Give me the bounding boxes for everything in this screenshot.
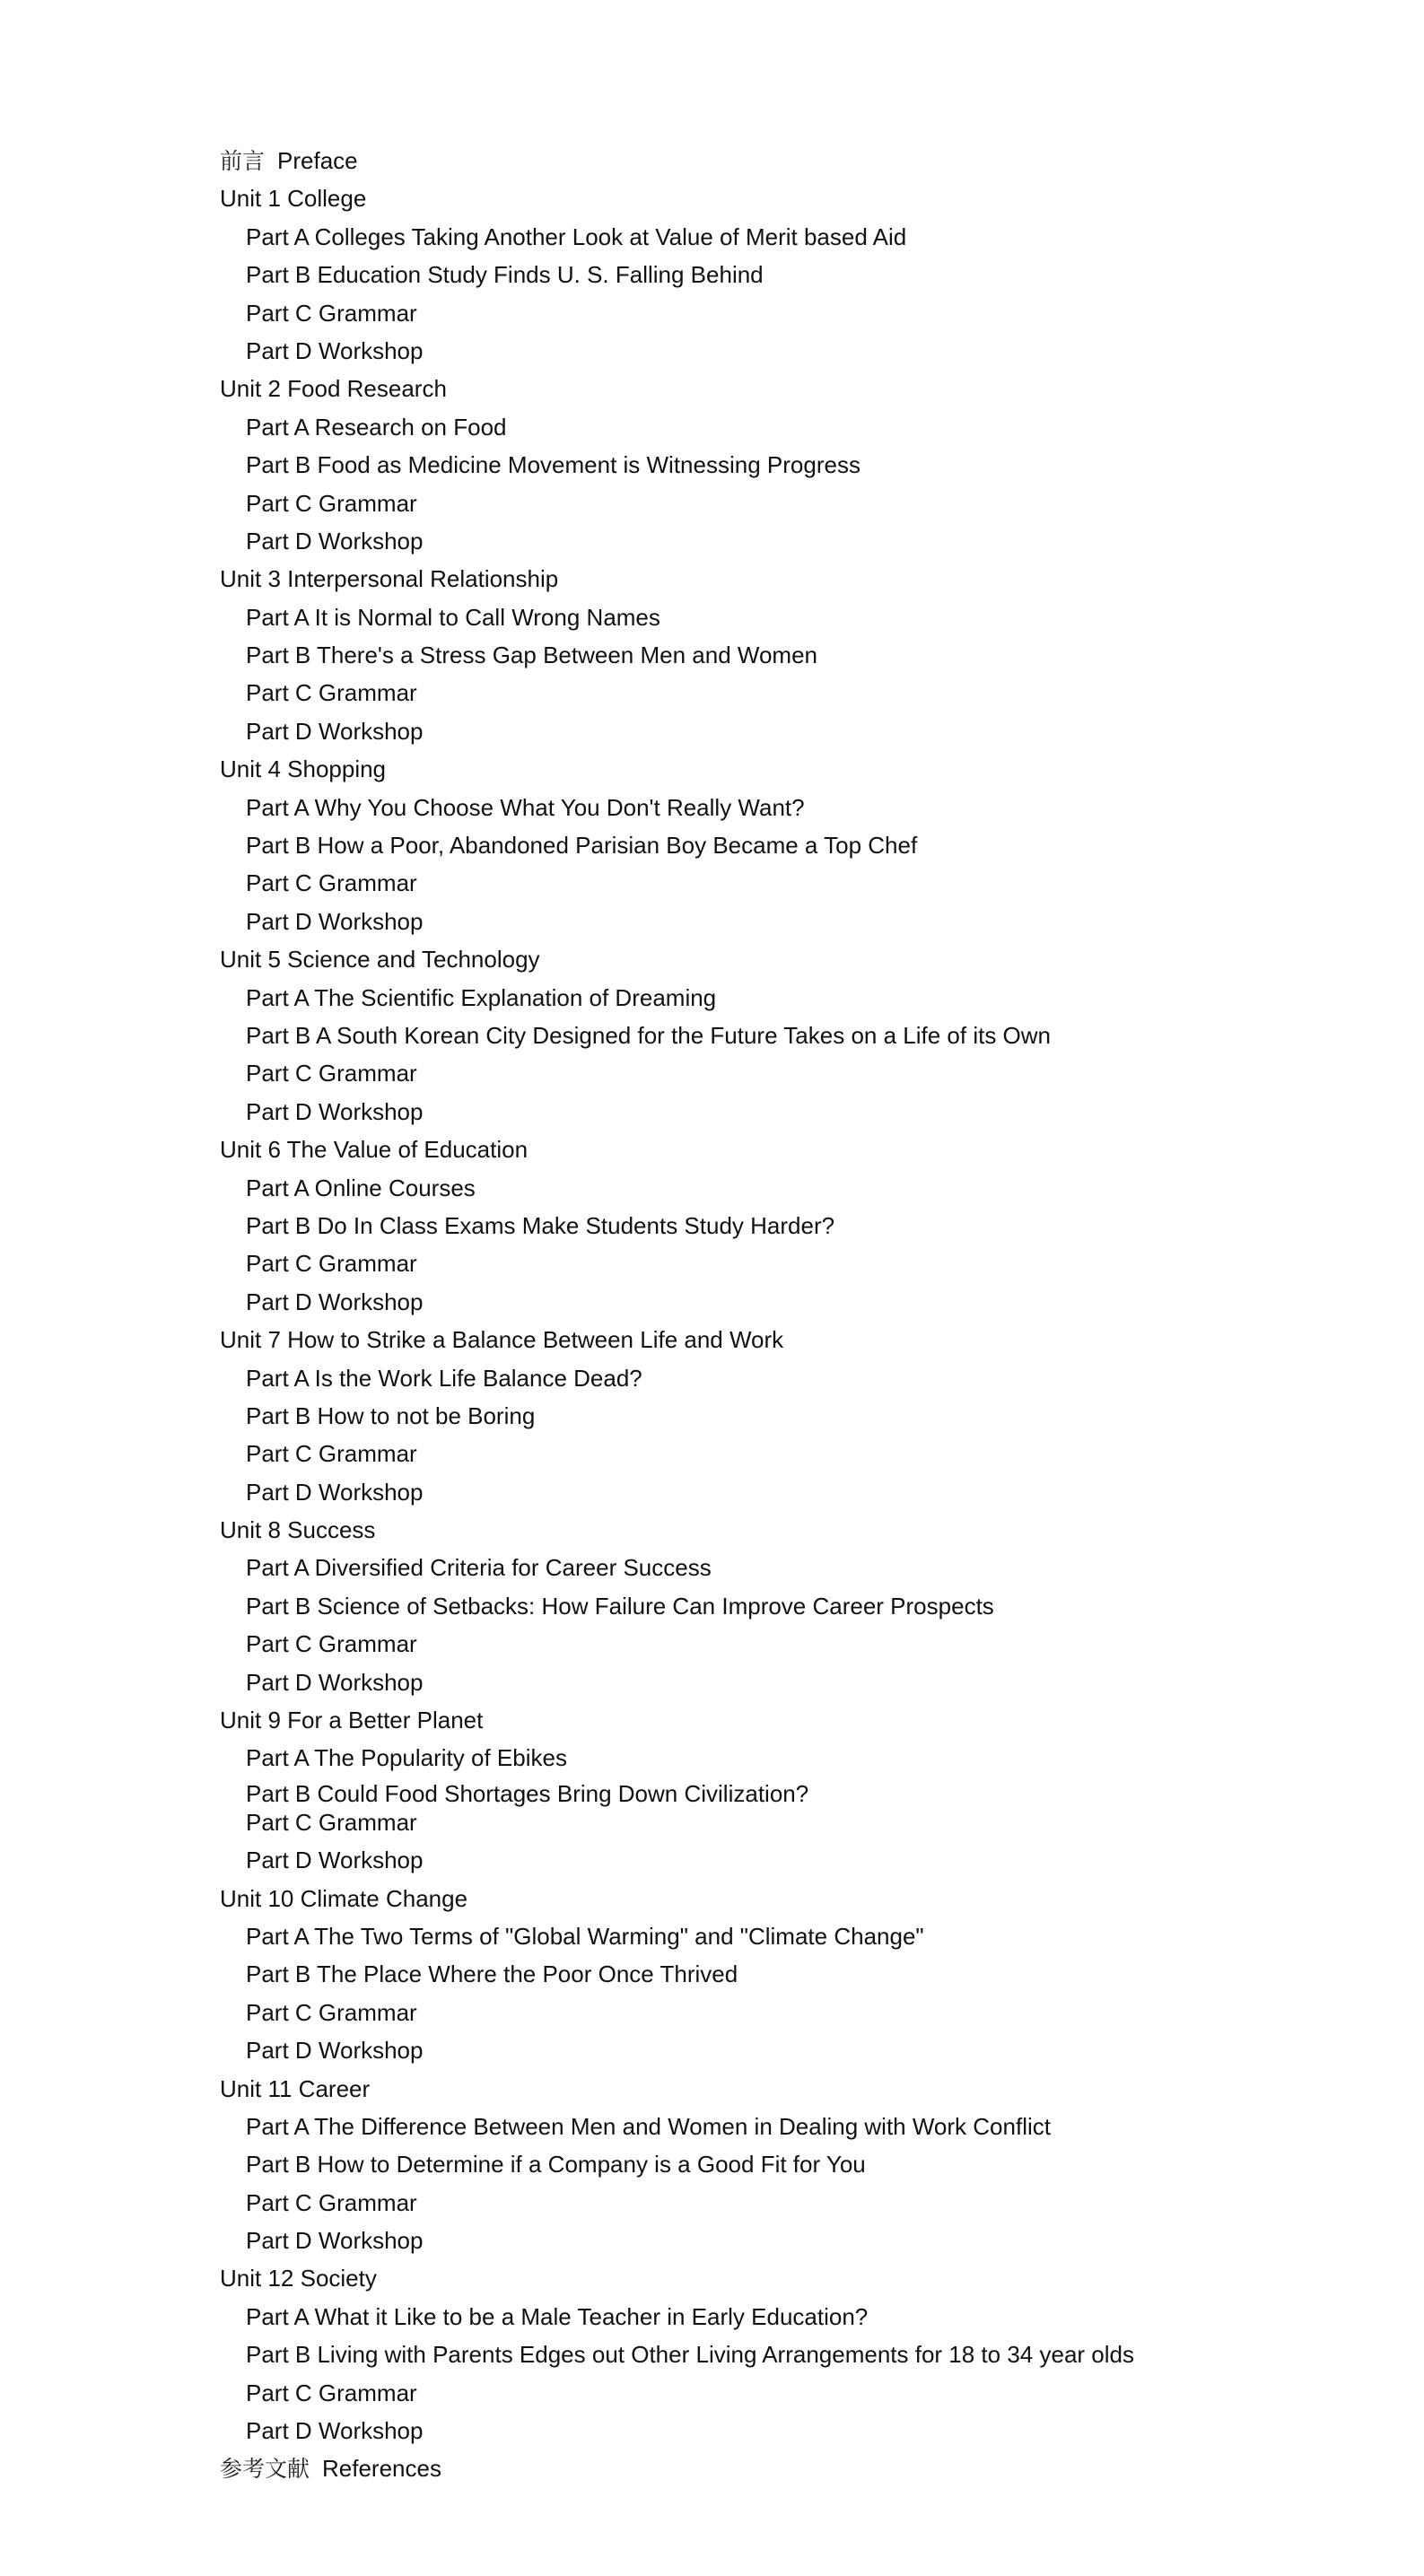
toc-part-entry[interactable]: Part D Workshop [246, 2417, 424, 2445]
table-of-contents [220, 142, 1297, 2488]
toc-part-entry[interactable]: Part C Grammar [246, 1630, 417, 1658]
toc-part-entry[interactable]: Part C Grammar [246, 1998, 417, 2026]
toc-part-entry[interactable]: Part C Grammar [246, 2379, 417, 2406]
toc-unit-title[interactable]: Unit 8 Success [220, 1516, 376, 1544]
toc-part-entry[interactable]: Part A The Two Terms of "Global Warming" and "Climate Change" [246, 1922, 924, 1950]
toc-references[interactable] [220, 2449, 1297, 2487]
toc-unit-title[interactable]: Unit 9 For a Better Planet [220, 1707, 484, 1734]
toc-preface[interactable] [220, 142, 1297, 179]
toc-part-entry[interactable]: Part B Could Food Shortages Bring Down Civilization? [246, 1779, 809, 1807]
toc-part-entry[interactable]: Part A The Difference Between Men and Women in Dealing with Work Conflict [246, 2112, 1051, 2140]
toc-unit-title[interactable]: Unit 7 How to Strike a Balance Between Life and Work [220, 1326, 784, 1354]
toc-part-entry[interactable]: Part B Education Study Finds U. S. Falling Behind [246, 261, 764, 289]
toc-part-entry[interactable]: Part B Living with Parents Edges out Other Living Arrangements for 18 to 34 year olds [246, 2341, 1134, 2369]
toc-part-entry[interactable]: Part D Workshop [246, 2037, 424, 2065]
toc-part-entry[interactable]: Part B Science of Setbacks: How Failure Can Improve Career Prospects [246, 1592, 994, 1620]
toc-part-entry[interactable]: Part A Colleges Taking Another Look at Value of Merit based Aid [246, 223, 907, 250]
toc-part-entry[interactable]: Part D Workshop [246, 336, 424, 364]
toc-part-entry[interactable]: Part A Why You Choose What You Don't Really Want? [246, 793, 805, 821]
preface-chinese-label: 前言 [220, 148, 266, 174]
toc-part-entry[interactable]: Part C Grammar [246, 869, 417, 897]
toc-part-entry[interactable]: Part A The Popularity of Ebikes [246, 1744, 567, 1772]
preface-english-label: Preface [277, 147, 358, 174]
references-english-label: References [322, 2455, 441, 2483]
toc-part-entry[interactable]: Part C Grammar [246, 679, 417, 707]
toc-unit-title[interactable]: Unit 5 Science and Technology [220, 946, 540, 974]
toc-part-entry[interactable]: Part D Workshop [246, 527, 424, 554]
toc-part-entry[interactable]: Part B A South Korean City Designed for the Future Takes on a Life of its Own [246, 1021, 1052, 1049]
toc-part-entry[interactable]: Part B How a Poor, Abandoned Parisian Boy Became a Top Chef [246, 832, 918, 860]
toc-unit-title[interactable]: Unit 3 Interpersonal Relationship [220, 565, 559, 593]
toc-part-entry[interactable]: Part A Research on Food [246, 413, 507, 441]
toc-part-entry[interactable]: Part A What it Like to be a Male Teacher in Early Education? [246, 2302, 869, 2330]
toc-part-entry[interactable]: Part B How to not be Boring [246, 1402, 536, 1429]
toc-part-entry[interactable]: Part D Workshop [246, 907, 424, 935]
toc-part-entry[interactable]: Part D Workshop [246, 1478, 424, 1506]
references-chinese-label: 参考文献 [220, 2456, 310, 2483]
toc-part-entry[interactable]: Part A The Scientific Explanation of Dreaming [246, 983, 717, 1011]
toc-part-entry[interactable]: Part B How to Determine if a Company is a Good Fit for You [246, 2151, 866, 2179]
toc-part-entry[interactable]: Part B Do In Class Exams Make Students Study Harder? [246, 1211, 835, 1239]
toc-part-entry[interactable]: Part C Grammar [246, 299, 417, 327]
toc-unit-title[interactable]: Unit 4 Shopping [220, 755, 387, 783]
toc-part-entry[interactable]: Part D Workshop [246, 1847, 424, 1874]
toc-unit-title[interactable]: Unit 10 Climate Change [220, 1884, 468, 1912]
toc-unit-title[interactable]: Unit 12 Society [220, 2265, 377, 2292]
toc-part-entry[interactable]: Part D Workshop [246, 2227, 424, 2255]
toc-part-entry[interactable]: Part C Grammar [246, 1440, 417, 1468]
toc-part-entry[interactable]: Part A It is Normal to Call Wrong Names [246, 603, 660, 631]
toc-unit-title[interactable]: Unit 1 College [220, 185, 367, 213]
toc-part-entry[interactable]: Part B The Place Where the Poor Once Thrived [246, 1960, 738, 1988]
toc-part-entry[interactable]: Part D Workshop [246, 1288, 424, 1315]
toc-part-entry[interactable]: Part D Workshop [246, 1097, 424, 1125]
toc-part-entry[interactable]: Part A Is the Work Life Balance Dead? [246, 1364, 642, 1392]
toc-part-entry[interactable]: Part B Food as Medicine Movement is Witnessing Progress [246, 451, 861, 479]
toc-part-entry[interactable]: Part B There's a Stress Gap Between Men and Women [246, 642, 817, 669]
toc-part-entry[interactable]: Part C Grammar [246, 489, 417, 517]
toc-part-entry[interactable]: Part D Workshop [246, 717, 424, 745]
toc-unit-title[interactable]: Unit 6 The Value of Education [220, 1136, 529, 1164]
toc-part-entry[interactable]: Part C Grammar [246, 2188, 417, 2216]
toc-part-entry[interactable]: Part C Grammar [246, 1808, 417, 1836]
toc-part-entry[interactable]: Part C Grammar [246, 1250, 417, 1278]
toc-unit-title[interactable]: Unit 2 Food Research [220, 375, 447, 403]
toc-part-entry[interactable]: Part A Diversified Criteria for Career Success [246, 1554, 712, 1582]
toc-part-entry[interactable]: Part C Grammar [246, 1060, 417, 1087]
toc-part-entry[interactable]: Part D Workshop [246, 1668, 424, 1696]
toc-part-entry[interactable]: Part A Online Courses [246, 1174, 476, 1201]
toc-unit-title[interactable]: Unit 11 Career [220, 2074, 371, 2102]
